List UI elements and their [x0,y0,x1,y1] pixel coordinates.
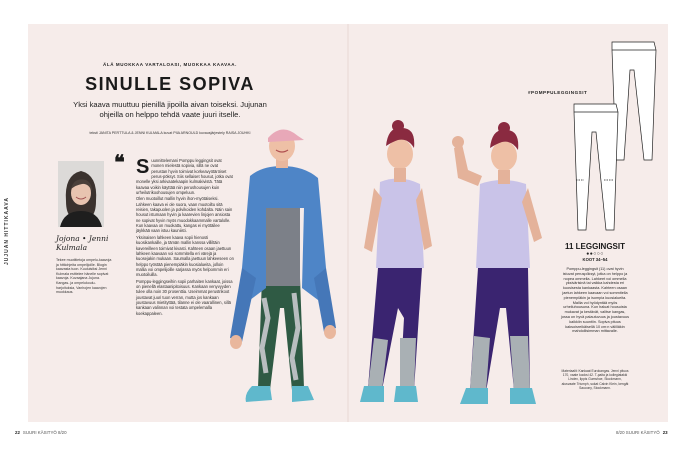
product-sizes: KOOT 34–54 [582,257,608,262]
model-photo-leggings-flex [448,118,558,410]
article-paragraph: Yksinaisen lahkeen kaava sopii hienosti kuosikankaille, ja tämän mallin kanssa villiltäin kavereilleen toimivat kivasti. Kahteen osaan jaettuun lahkeen kaavaan voi sommitella eri värejä ja kuosejakin mukaan. Saumalla jaettuun lahkeeseen on helppo työstää pienempiäkin kuosialueita, jolloin mallia voi ompelijoille sarjassa myös helpommin eri muotoiluilla. [136,234,234,278]
author-name: Jojona • Jenni Kulmala [56,234,109,252]
quote-mark-icon: ❝ [114,150,125,174]
article-paragraph: uunnittelemani Pomppu leggingsit ovat monen mielestä sopivia, sillä ne ovat perustan hyvin toimivat korkeavyötäröiset perus-pöksyt. Siis sellaiset housut, jotka ovat monelle yksi arkivaatekaapin kulmakivistä. Tätä kaavaa voikin käyttää niin perushousujen kuin urheilutrikoohousujen ompeluun. [136,158,233,196]
footer-right [616,430,671,435]
article-paragraph: Olen muotoillut mallin hyvin ihon-myötäiseksi. Lahkeen kaava ei ole suora, vaan muotoiltu sitä reisien, takapuolen ja polvikoiden kohdalta. Näin sain housut istumaan hyvin ja kaarevien linjojen ansiosta ne sopivat hyvin myös muodokkaammalle vartalolle. Kun kaavaa on muokattu, kangas ei myötäilee jäykkää vaan istuu kauniisti. [136,196,233,234]
leggings-technical-sketch [568,40,664,236]
article-credits: teksti JANITA PERTTULA & JENNI KULMALA kuvat PIIA ARNOULD kuvausjärjestely RAISA JOUHKI [89,131,251,135]
drop-cap: S [136,156,150,178]
article-headline: SINULLE SOPIVA [85,74,255,94]
hashtag-label: #POMPPULEGGINGSIT [528,90,588,95]
footer-left [12,430,67,435]
article-kicker: ÄLÄ MUOKKAA VARTALOASI, MUOKKAA KAAVAA. [103,62,237,67]
page-number-left: 22 [15,430,20,435]
article-lead: Yksi kaava muuttuu pienillä jipoilla aivan toiseksi. Jujunan ohjeilla on helppo tehdä vaate juuri itselle. [73,100,267,119]
author-portrait-photo [58,161,104,227]
model-photo-leggings-side [352,118,452,410]
page-number-right: 23 [662,430,668,435]
footer-magazine-left: SUURI KÄSITYÖ 8/20 [22,430,67,435]
model-photo-denim-jacket [222,118,352,410]
article-body [136,158,234,316]
article-paragraph: Pomppu-leggingseihin sopii parhaiten kankaat, joissa on pienellä elastaanipitoisuus. Kankaan venyvyyden tulee olla noin 30 prosenttia. Useimmat perustrikoot joustavat juuri tuon verran, mutta jos kankaan joustavuus mietityttää, tilanne ei ole vaarallinen, sillä kankaan valinnan voi testata ompelemalla koekappaleen. [136,278,233,316]
section-side-label: JUJUAN HITTIKAAVA [4,197,10,265]
difficulty-rating: ●●○○○ [586,251,604,257]
footer-magazine-right: 8/20 SUURI KÄSITYÖ [616,430,660,435]
product-materials: Materiaalit: Kankaat Eurokangas. Jenni pituus 170, vaate kooksi 42. T-paita ja kollegiatakki Lindex, lippis Gumshoe, Stockmann, alusvaate Triumph, sukat Calvin Klein, kengät Saucony, Stockmann. [561,369,629,390]
author-portrait [58,161,104,227]
product-title: 11 LEGGINGSIT [564,242,625,251]
product-description: Pomppu-leggingsit (11) ovat hyvin istuvat peruspöksyt, jotka on helppo ja nopea ommella. Lahkeet voi ommella yksivärisinä tai vaikka kahdesta eri kuosisesta kankaasta. Kahteen osaan jaetun lahkeen kaavaan voi sommitella pienempiäkin ja isompia kuosialueita. Mallia voi hyödyntää myös urheiluhousuna. Kun haluat housuista mukavat ja kestävät, valitse kangas, jossa on hyvä palautuvuus ja joustavuus kaikkiin suuntiin. Sopiva pituus kaksoisreikäisellä 10 cm:n välilläkin mahdollisimman mittavalle. [561,267,629,334]
author-bio: Tekee muotitietoja ompelu-kaavoja ja hittiohjeita ompelijoille. Blogin kaavasta tuon. Kuuluisiksi Jenni Kulmala esittelee hänelle sopivat kaavoja. Kuvaajana Jujuna. Kangas- ja ompelukoulu-harjoituksia, Vanhojen kaavojen muokkaus. [56,258,112,295]
